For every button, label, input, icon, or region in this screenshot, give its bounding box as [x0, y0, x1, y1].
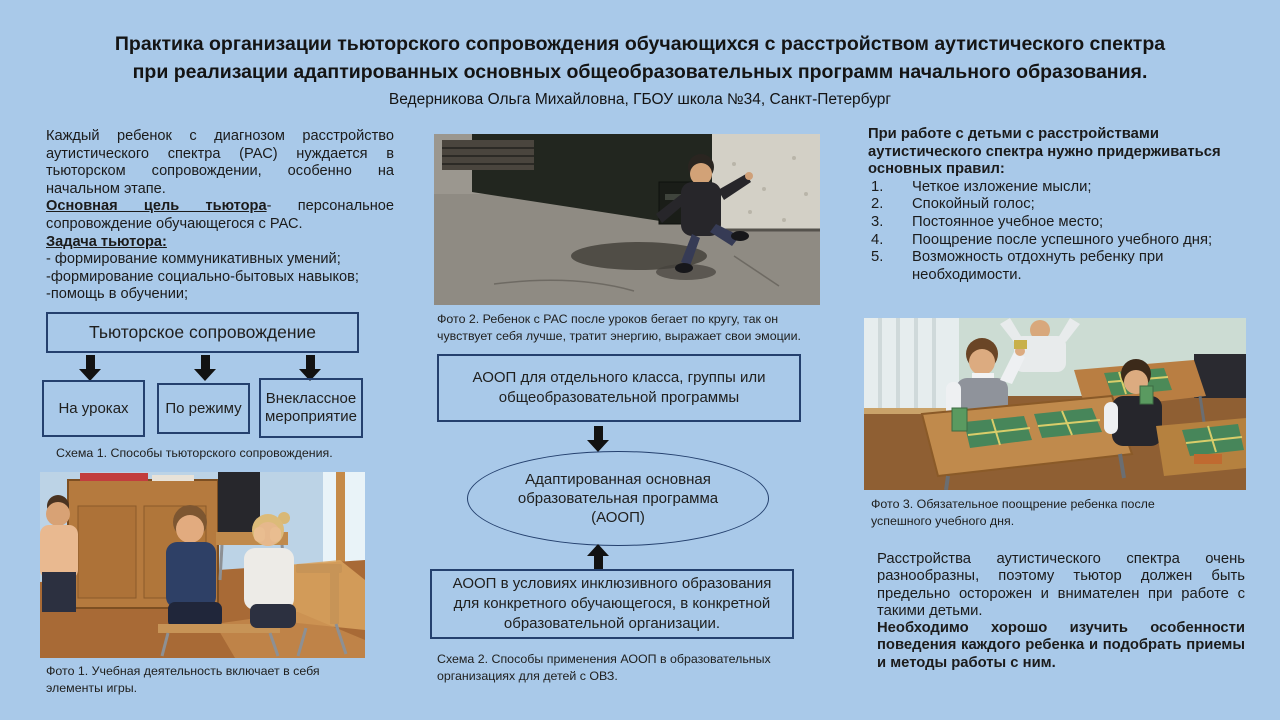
photo-3-illustration — [864, 318, 1246, 490]
rule-item — [868, 179, 1244, 197]
rule-text: Возможность отдохнуть ребенку при необходимости. — [912, 249, 1164, 283]
rule-item — [868, 196, 1244, 214]
down-arrow-icon — [79, 355, 101, 381]
photo-3-caption: Фото 3. Обязательное поощрение ребенка после успешного учебного дня. — [871, 497, 1155, 528]
rule-item — [868, 249, 1244, 284]
rule-text: Четкое изложение мысли; — [912, 178, 1092, 195]
diagram1-child-box-lessons: На уроках — [42, 380, 145, 437]
task-item-1: - формирование коммуникативных умений; — [46, 251, 341, 268]
task-label: Задача тьютора: — [46, 233, 167, 250]
photo-3-classroom-reward — [864, 318, 1246, 490]
poster-title-line-1: Практика организации тьюторского сопровождения обучающихся с расстройством аутистического спектра — [114, 33, 1166, 55]
up-arrow-icon — [587, 544, 609, 570]
rule-text: Спокойный голос; — [912, 196, 1035, 213]
rules-block — [868, 126, 1244, 284]
poster-title-line-2: при реализации адаптированных основных общеобразовательных программ начального образования. — [132, 61, 1148, 83]
poster-header — [0, 30, 1280, 111]
down-arrow-icon — [194, 355, 216, 381]
photo-2-caption: Фото 2. Ребенок с РАС после уроков бегает по кругу, так он чувствует себя лучше, тратит энергию, выражает свои эмоции. — [437, 312, 801, 343]
down-arrow-icon — [587, 426, 609, 452]
diagram1-root-box: Тьюторское сопровождение — [46, 312, 359, 353]
poster-author-subtitle: Ведерникова Ольга Михайловна, ГБОУ школа №34, Санкт-Петербург — [388, 91, 892, 108]
closing-regular-text: Расстройства аутистического спектра очень разнообразны, поэтому тьютор должен быть предельно осторожен и внимателен при работе с такими детьми. — [877, 551, 1245, 619]
photo-2-boy-running — [434, 134, 820, 305]
diagram2-ellipse: Адаптированная основная образовательная программа (АООП) — [467, 451, 769, 546]
rule-number: 5. — [871, 249, 884, 266]
rule-text: Постоянное учебное место; — [912, 213, 1104, 230]
closing-bold-text: Необходимо хорошо изучить особенности поведения каждого ребенка и подобрать приемы и методы работы с ним. — [877, 620, 1245, 671]
rule-item — [868, 214, 1244, 232]
rule-text: Поощрение после успешного учебного дня; — [912, 231, 1213, 248]
rules-header: При работе с детьми с расстройствами аутистического спектра нужно придерживаться основных правил: — [868, 126, 1221, 178]
rule-number: 1. — [871, 178, 884, 195]
closing-block — [877, 551, 1245, 672]
diagram1-child-box-extracurricular: Внеклассное мероприятие — [259, 378, 363, 438]
diagram1-child-box-regime: По режиму — [157, 383, 250, 434]
diagram1-caption: Схема 1. Способы тьюторского сопровождения. — [56, 446, 333, 460]
diagram2-caption: Схема 2. Способы применения АООП в образовательных организациях для детей с ОВЗ. — [437, 652, 771, 683]
rule-item — [868, 232, 1244, 250]
photo-1-caption: Фото 1. Учебная деятельность включает в себя элементы игры. — [46, 664, 320, 695]
photo-1-illustration — [40, 472, 365, 658]
rule-number: 3. — [871, 213, 884, 230]
intro-paragraph: Каждый ребенок с диагнозом расстройство аутистического спектра (РАС) нуждается в тьюторском сопровождении, особенно на начальном этапе. — [46, 128, 394, 197]
task-item-3: -помощь в обучении; — [46, 286, 189, 303]
photo-1-classroom-children — [40, 472, 365, 658]
diagram2-top-box: АООП для отдельного класса, группы или общеобразовательной программы — [437, 354, 801, 422]
rule-number: 2. — [871, 196, 884, 213]
diagram2-bottom-box: АООП в условиях инклюзивного образования для конкретного обучающегося, в конкретной образовательной организации. — [430, 569, 794, 639]
goal-label: Основная цель тьютора — [46, 198, 267, 215]
left-intro-block — [46, 128, 394, 304]
goal-rest: - персональное сопровождение обучающегося с РАС. — [46, 198, 394, 232]
photo-2-illustration — [434, 134, 820, 305]
rule-number: 4. — [871, 231, 884, 248]
task-item-2: -формирование социально-бытовых навыков; — [46, 268, 359, 285]
